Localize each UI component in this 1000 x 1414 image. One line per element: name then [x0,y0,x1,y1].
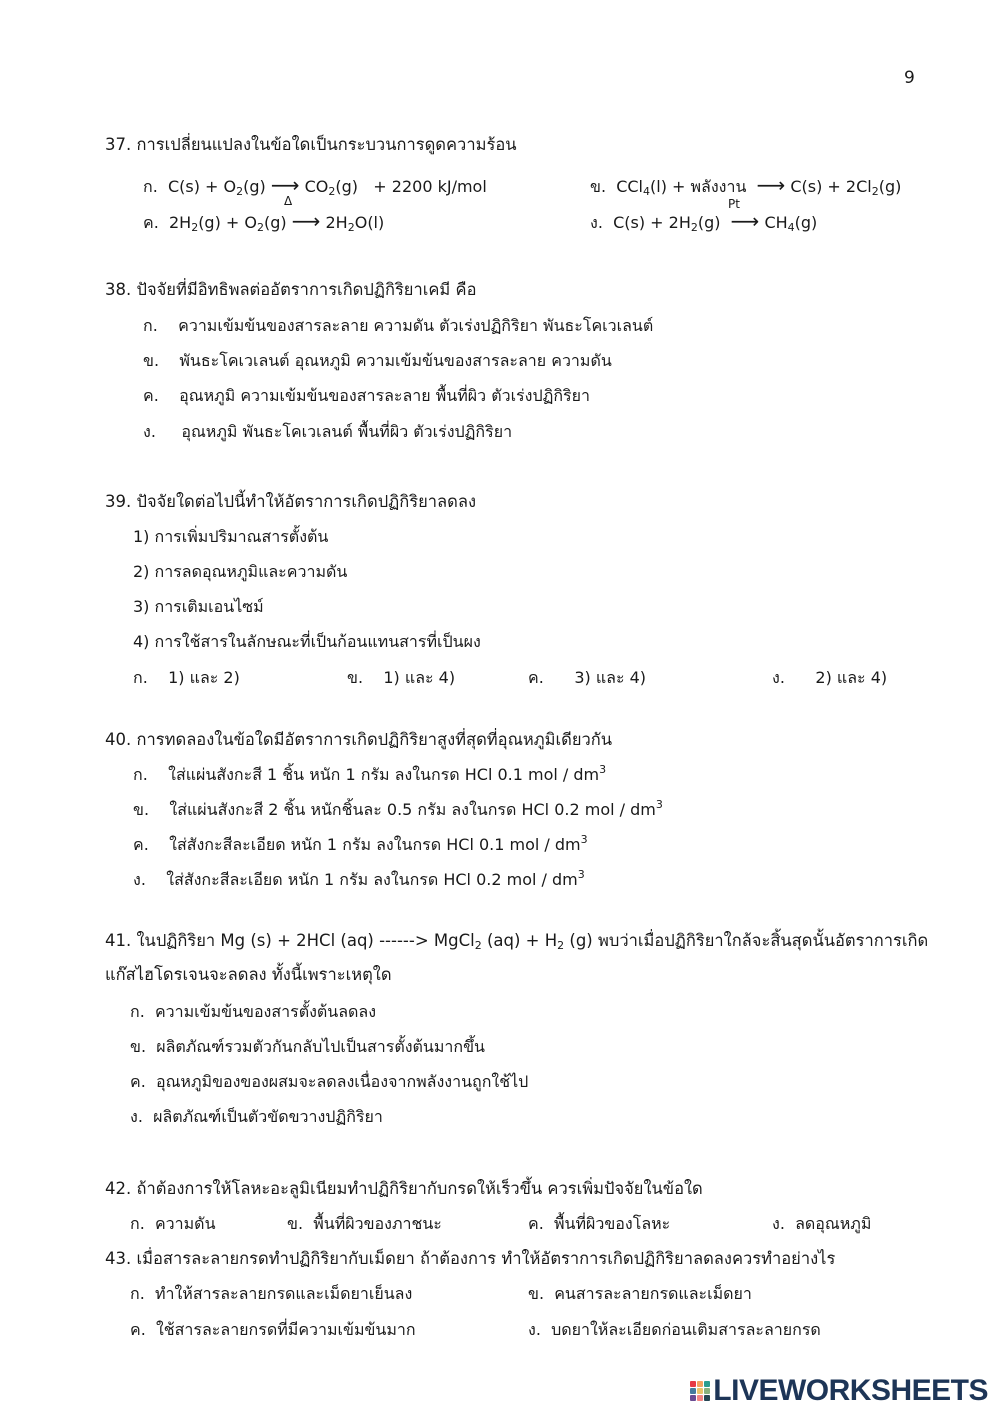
q39-choice-d[interactable] [772,668,887,687]
q41-option-a[interactable] [130,1002,376,1021]
q37-option-b-label: ข. [590,177,607,196]
q43-option-a[interactable] [130,1284,412,1303]
question-41-part-3: (g) พบว่าเมื่อปฏิกิริยาใกล้จะสิ้นสุดนั้นอัตราการเกิด [564,931,929,950]
question-41 [105,931,928,951]
option-label: ค. [528,668,544,687]
reaction-arrow: ⟶ [270,173,300,197]
logo-square [697,1388,703,1394]
option-text: บดยาให้ละเอียดก่อนเติมสารละลายกรด [551,1320,821,1339]
q39-item-1: 1) การเพิ่มปริมาณสารตั้งต้น [133,527,329,546]
q37-d-product: CH [764,213,788,232]
option-label: ค. [130,1072,146,1091]
subscript: 2 [257,221,264,234]
q37-c-reactant: 2H [168,213,192,232]
question-41-part-2: (aq) + H [481,931,558,950]
option-text: ใส่สังกะสีละเอียด หนัก 1 กรัม ลงในกรด HCl 0.1 mol / dm [169,835,581,854]
option-label: ก. [133,668,148,687]
q37-b-product-state: (g) [878,177,902,196]
option-text: 1) และ 2) [168,668,240,687]
option-text: ใส่แผ่นสังกะสี 1 ชิ้น หนัก 1 กรัม ลงในกรด HCl 0.1 mol / dm [168,765,600,784]
q37-option-d [590,209,817,233]
q37-d-product-state: (g) [794,213,818,232]
option-text: พื้นที่ผิวของโลหะ [553,1214,671,1233]
reaction-arrow: ⟶ [730,209,760,233]
option-text: ผลิตภัณฑ์รวมตัวกันกลับไปเป็นสารตั้งต้นมากขึ้น [156,1037,485,1056]
q37-a-state: (g) [243,177,266,196]
q42-option-a[interactable] [130,1214,216,1233]
q39-item-3: 3) การเติมเอนไซม์ [133,597,264,616]
q42-option-c[interactable] [528,1214,670,1233]
option-label: ข. [287,1214,304,1233]
liveworksheets-logo-icon [690,1381,710,1401]
q43-option-b[interactable] [528,1284,752,1303]
subscript: 2 [474,939,482,952]
q37-b-reactant: CCl [616,177,643,196]
question-42: 42. ถ้าต้องการให้โลหะอะลูมิเนียมทำปฏิกิริยากับกรดให้เร็วขึ้น ควรเพิ่มปัจจัยในข้อใด [105,1179,703,1198]
subscript: 2 [347,221,355,234]
q37-option-d-label: ง. [590,213,603,232]
option-label: ค. [528,1214,544,1233]
option-text: 1) และ 4) [383,668,456,687]
question-37: 37. การเปลี่ยนแปลงในข้อใดเป็นกระบวนการดูดความร้อน [105,135,517,154]
option-text: ความดัน [154,1214,216,1233]
question-41-part-1: 41. ในปฏิกิริยา Mg (s) + 2HCl (aq) ------> MgCl [105,931,475,950]
q37-option-c [143,209,384,233]
q37-c-product-state: O(l) [354,213,385,232]
heat-symbol: Δ [284,194,293,208]
option-label: ง. [133,870,146,889]
question-41-line-2: แก๊สไฮโดรเจนจะลดลง ทั้งนี้เพราะเหตุใด [105,965,392,984]
option-label: ง. [772,1214,785,1233]
reaction-arrow: ⟶ [756,173,786,197]
option-label: ข. [347,668,364,687]
q42-option-d[interactable] [772,1214,871,1233]
logo-square [697,1381,703,1387]
q39-item-4: 4) การใช้สารในลักษณะที่เป็นก้อนแทนสารที่เป็นผง [133,632,481,651]
q43-option-d[interactable] [528,1320,821,1339]
q37-b-state: (l) + พลังงาน [650,177,747,196]
q41-option-b[interactable] [130,1037,485,1056]
question-39: 39. ปัจจัยใดต่อไปนี้ทำให้อัตราการเกิดปฏิกิริยาลดลง [105,492,477,511]
q37-option-a [143,173,487,197]
option-label: ข. [143,351,160,370]
q37-d-reactant: C(s) + 2H [613,213,691,232]
option-label: ก. [143,316,158,335]
q37-a-product: CO [304,177,329,196]
subscript: 2 [236,185,244,198]
q38-option-c[interactable] [143,386,590,405]
q40-option-c[interactable] [133,835,588,854]
q39-choice-a[interactable] [133,668,240,687]
option-text: อุณหภูมิ ความเข้มข้นของสารละลาย พื้นที่ผิว ตัวเร่งปฏิกิริยา [179,386,590,405]
logo-square [697,1395,703,1401]
option-text: ความเข้มข้นของสารตั้งต้นลดลง [154,1002,377,1021]
option-text: คนสารละลายกรดและเม็ดยา [554,1284,752,1303]
option-text: พันธะโคเวเลนต์ อุณหภูมิ ความเข้มข้นของสารละลาย ความดัน [179,351,612,370]
logo-square [704,1395,710,1401]
subscript: 4 [643,185,650,198]
q38-option-d[interactable] [143,422,512,441]
q37-d-state: (g) [697,213,721,232]
logo-square [704,1381,710,1387]
option-text: อุณหภูมิ พันธะโคเวเลนต์ พื้นที่ผิว ตัวเร่งปฏิกิริยา [176,422,513,441]
option-label: ค. [143,386,159,405]
option-label: ง. [130,1107,143,1126]
q43-option-c[interactable] [130,1320,416,1339]
q37-c-product: 2H [325,213,348,232]
option-text: พื้นที่ผิวของภาชนะ [313,1214,442,1233]
q40-option-d[interactable] [133,870,585,889]
q38-option-b[interactable] [143,351,612,370]
question-40: 40. การทดลองในข้อใดมีอัตราการเกิดปฏิกิริยาสูงที่สุดที่อุณหภูมิเดียวกัน [105,730,613,749]
subscript: 2 [557,939,565,952]
option-label: ก. [130,1284,145,1303]
liveworksheets-logo[interactable] [690,1374,988,1408]
option-text: ลดอุณหภูมิ [795,1214,872,1233]
q37-a-product-state: (g) [335,177,359,196]
subscript: 2 [871,185,879,198]
option-text: ใช้สารละลายกรดที่มีความเข้มข้นมาก [155,1320,416,1339]
superscript: 3 [577,868,585,881]
option-label: ข. [528,1284,545,1303]
option-label: ค. [133,835,149,854]
page-number: 9 [904,68,915,88]
subscript: 2 [690,221,698,234]
option-text: 2) และ 4) [815,668,888,687]
option-label: ง. [772,668,785,687]
option-label: ค. [130,1320,146,1339]
q39-choice-c[interactable] [528,668,646,687]
q37-a-reactant: C(s) + O [167,177,237,196]
logo-square [704,1388,710,1394]
q37-option-a-label: ก. [143,177,158,196]
option-text: 3) และ 4) [574,668,647,687]
option-text: ใส่แผ่นสังกะสี 2 ชิ้น หนักชิ้นละ 0.5 กรัม ลงในกรด HCl 0.2 mol / dm [169,800,656,819]
subscript: 4 [787,221,795,234]
catalyst-label: Pt [728,197,740,211]
q37-c-state-2: (g) [264,213,287,232]
subscript: 2 [191,221,199,234]
superscript: 3 [599,763,607,776]
option-label: ง. [143,422,156,441]
option-text: ผลิตภัณฑ์เป็นตัวขัดขวางปฏิกิริยา [153,1107,383,1126]
logo-square [690,1395,696,1401]
option-text: ทำให้สารละลายกรดและเม็ดยาเย็นลง [154,1284,413,1303]
option-text: ความเข้มข้นของสารละลาย ความดัน ตัวเร่งปฏิกิริยา พันธะโคเวเลนต์ [178,316,654,335]
reaction-arrow: ⟶ [291,209,321,233]
logo-square [690,1388,696,1394]
option-text: ใส่สังกะสีละเอียด หนัก 1 กรัม ลงในกรด HCl 0.2 mol / dm [166,870,578,889]
option-label: ข. [133,800,150,819]
question-38: 38. ปัจจัยที่มีอิทธิพลต่ออัตราการเกิดปฏิกิริยาเคมี คือ [105,280,477,299]
logo-square [690,1381,696,1387]
q40-option-b[interactable] [133,800,663,819]
q41-option-d[interactable] [130,1107,383,1126]
option-label: ก. [130,1214,145,1233]
superscript: 3 [655,798,663,811]
q38-option-a[interactable] [143,316,653,335]
q37-a-energy: + 2200 kJ/mol [373,177,487,196]
q39-choice-b[interactable] [347,668,455,687]
q37-c-state: (g) + O [198,213,257,232]
q41-option-c[interactable] [130,1072,528,1091]
subscript: 2 [328,185,336,198]
option-text: อุณหภูมิของของผสมจะลดลงเนื่องจากพลังงานถูกใช้ไป [155,1072,529,1091]
option-label: ก. [130,1002,145,1021]
option-label: ง. [528,1320,541,1339]
option-label: ข. [130,1037,147,1056]
q37-option-b [590,173,901,197]
logo-text: LIVEWORKSHEETS [713,1374,988,1407]
q37-b-product: C(s) + 2Cl [790,177,872,196]
question-43: 43. เมื่อสารละลายกรดทำปฏิกิริยากับเม็ดยา ถ้าต้องการ ทำให้อัตราการเกิดปฏิกิริยาลดลงควรทำอย่างไร [105,1249,836,1268]
option-label: ก. [133,765,148,784]
q40-option-a[interactable] [133,765,606,784]
q42-option-b[interactable] [287,1214,442,1233]
q39-item-2: 2) การลดอุณหภูมิและความดัน [133,562,348,581]
superscript: 3 [580,833,588,846]
q37-option-c-label: ค. [143,213,159,232]
